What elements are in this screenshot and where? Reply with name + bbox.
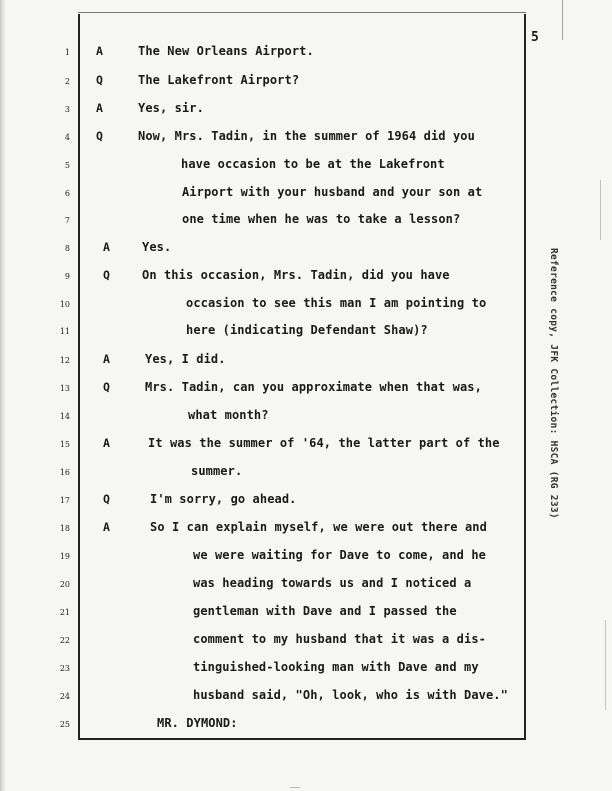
line-number: 12 xyxy=(59,356,70,365)
archive-stamp xyxy=(541,248,561,568)
testimony-text: Now, Mrs. Tadin, in the summer of 1964 did you xyxy=(138,129,475,143)
testimony-text: MR. DYMOND: xyxy=(157,716,238,730)
testimony-text: Airport with your husband and your son at xyxy=(182,185,483,199)
line-number: 24 xyxy=(59,692,70,701)
line-number: 13 xyxy=(59,384,70,393)
speaker-label: A xyxy=(96,101,103,115)
line-number: 15 xyxy=(59,440,70,449)
line-number: 3 xyxy=(64,105,70,114)
line-number: 23 xyxy=(59,664,70,673)
line-number: 7 xyxy=(64,216,70,225)
speaker-label: A xyxy=(103,352,110,366)
testimony-text: I'm sorry, go ahead. xyxy=(150,492,297,506)
line-number: 25 xyxy=(59,720,70,729)
line-number: 11 xyxy=(59,327,70,336)
testimony-text: Yes, sir. xyxy=(138,101,204,115)
testimony-text: So I can explain myself, we were out there and xyxy=(150,520,487,534)
testimony-text: Mrs. Tadin, can you approximate when that was, xyxy=(145,380,482,394)
testimony-text: occasion to see this man I am pointing to xyxy=(186,296,487,310)
line-number: 18 xyxy=(59,524,70,533)
testimony-text: The New Orleans Airport. xyxy=(138,44,314,58)
line-number: 8 xyxy=(64,244,70,253)
speaker-label: A xyxy=(103,436,110,450)
testimony-text: summer. xyxy=(191,464,243,478)
line-number: 16 xyxy=(59,468,70,477)
speaker-label: A xyxy=(96,44,103,58)
testimony-text: here (indicating Defendant Shaw)? xyxy=(186,323,428,337)
speaker-label: Q xyxy=(96,73,103,87)
line-number: 9 xyxy=(64,272,70,281)
speaker-label: Q xyxy=(96,129,103,143)
testimony-text: The Lakefront Airport? xyxy=(138,73,300,87)
testimony-text: It was the summer of '64, the latter part of the xyxy=(148,436,500,450)
archive-stamp-text: Reference copy, JFK Collection: HSCA (RG 233) xyxy=(548,248,559,519)
scan-artifact xyxy=(290,787,300,788)
page-number: 5 xyxy=(531,30,539,45)
line-number: 21 xyxy=(59,608,70,617)
testimony-text: comment to my husband that it was a dis- xyxy=(193,632,486,646)
speaker-label: Q xyxy=(103,492,110,506)
line-number: 6 xyxy=(64,189,70,198)
testimony-text: gentleman with Dave and I passed the xyxy=(193,604,457,618)
scan-edge-shadow xyxy=(0,0,6,791)
line-number: 14 xyxy=(59,412,70,421)
line-number: 5 xyxy=(64,161,70,170)
testimony-text: what month? xyxy=(188,408,269,422)
testimony-text: tinguished-looking man with Dave and my xyxy=(193,660,479,674)
speaker-label: A xyxy=(103,520,110,534)
testimony-text: On this occasion, Mrs. Tadin, did you have xyxy=(142,268,450,282)
speaker-label: A xyxy=(103,240,110,254)
testimony-text: have occasion to be at the Lakefront xyxy=(181,157,445,171)
line-number: 20 xyxy=(59,580,70,589)
line-number: 17 xyxy=(59,496,70,505)
testimony-text: was heading towards us and I noticed a xyxy=(193,576,472,590)
scan-artifact xyxy=(605,620,606,710)
line-number: 4 xyxy=(64,133,70,142)
line-number: 1 xyxy=(64,48,70,57)
testimony-text: husband said, "Oh, look, who is with Dave." xyxy=(193,688,508,702)
testimony-text: Yes. xyxy=(142,240,172,254)
testimony-text: Yes, I did. xyxy=(145,352,226,366)
line-number: 19 xyxy=(59,552,70,561)
scan-artifact xyxy=(600,180,601,240)
scan-artifact xyxy=(562,0,563,40)
line-number: 22 xyxy=(59,636,70,645)
testimony-text: one time when he was to take a lesson? xyxy=(182,212,461,226)
speaker-label: Q xyxy=(103,380,110,394)
line-number: 10 xyxy=(59,300,70,309)
testimony-text: we were waiting for Dave to come, and he xyxy=(193,548,486,562)
line-number: 2 xyxy=(64,77,70,86)
speaker-label: Q xyxy=(103,268,110,282)
